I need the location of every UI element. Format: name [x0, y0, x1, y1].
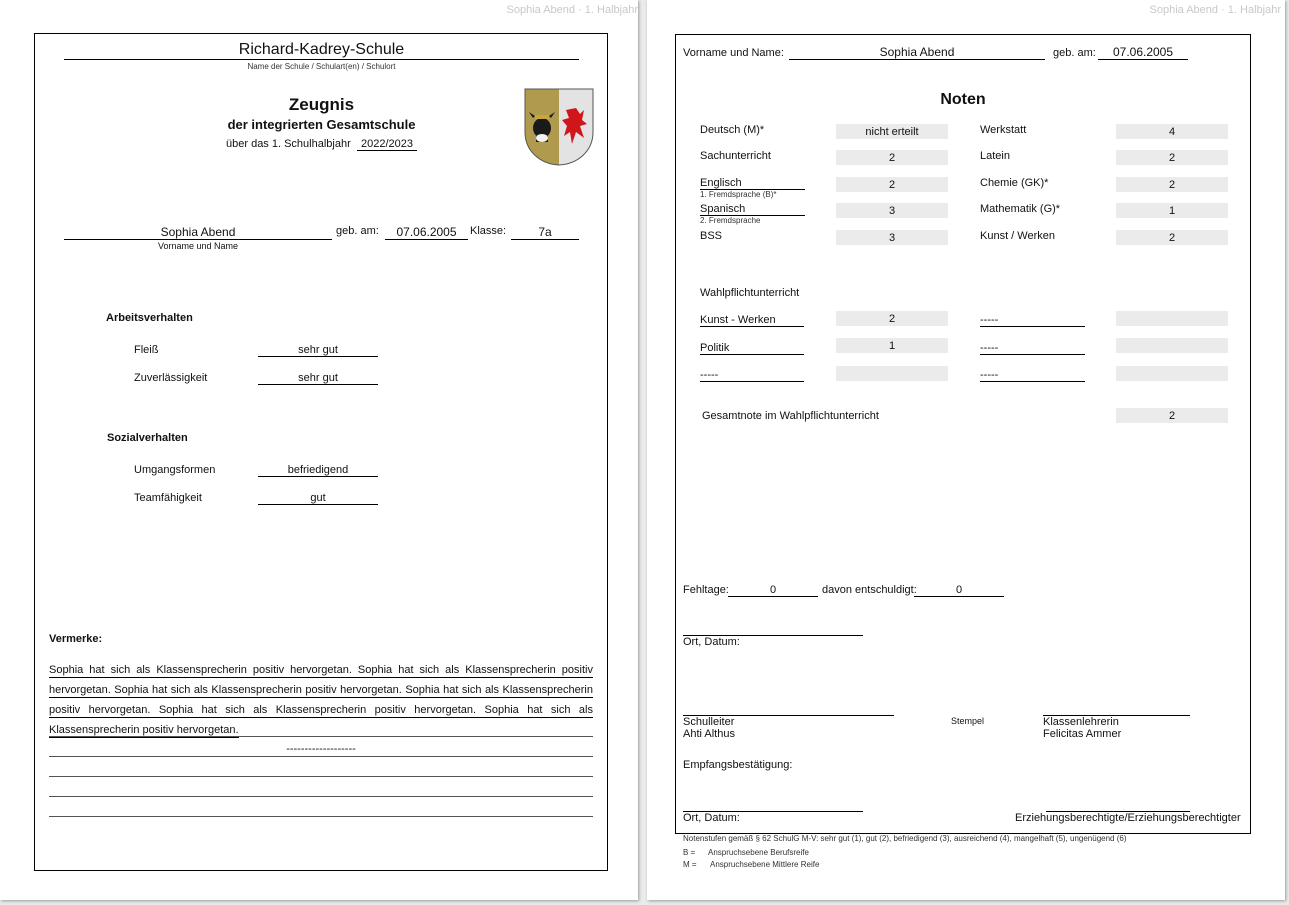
page-header: Sophia Abend · 1. Halbjahr — [506, 4, 638, 16]
social-heading: Sozialverhalten — [107, 432, 188, 444]
dob-value: 07.06.2005 — [385, 225, 468, 240]
student-name: Sophia Abend — [64, 225, 332, 240]
place-date-label: Ort, Datum: — [683, 636, 740, 648]
remarks-rule — [49, 736, 593, 737]
subject-label: Kunst / Werken — [980, 230, 1055, 242]
subject-label: Mathematik (G)* — [980, 203, 1061, 215]
dob-label: geb. am: — [1053, 47, 1096, 59]
teacher-label: Klassenlehrerin — [1043, 716, 1119, 728]
elective-grade-box — [1116, 311, 1228, 326]
remarks-line: hervorgetan. Sophia hat sich als Klassensprecherin positiv hervorgetan. Sophia hat sich als Klassensprecherin — [49, 684, 593, 696]
school-name: Richard-Kadrey-Schule — [64, 41, 579, 60]
subject-label: Chemie (GK)* — [980, 177, 1049, 189]
student-name: Sophia Abend — [789, 45, 1045, 60]
elective-subject: ----- — [980, 342, 1085, 355]
subject-label: Latein — [980, 150, 1010, 162]
stamp-label: Stempel — [951, 716, 985, 726]
subject-label: Englisch — [700, 177, 805, 190]
elective-subject: ----- — [700, 369, 804, 382]
grade-box: nicht erteilt — [836, 124, 948, 139]
remarks-line: Klassensprecherin positiv hervorgetan. — [49, 724, 239, 736]
excused-label: davon entschuldigt: — [822, 584, 917, 596]
receipt-label: Empfangsbestätigung: — [683, 759, 793, 771]
footnote-key: B = — [683, 848, 696, 857]
principal-name: Ahti Althus — [683, 728, 735, 740]
class-label: Klasse: — [470, 225, 507, 237]
footnote-grading-scale: Notenstufen gemäß § 62 SchulG M-V: sehr gut (1), gut (2), befriedigend (3), ausreichend (4), mangelhaft (5), ungenügend (6) — [683, 834, 1127, 843]
work-item-value: sehr gut — [258, 344, 378, 357]
elective-subject: Kunst - Werken — [700, 314, 804, 327]
elective-grade-box — [1116, 366, 1228, 381]
social-item-label: Umgangsformen — [134, 464, 216, 476]
remarks-rule — [49, 796, 593, 797]
excused-value: 0 — [914, 584, 1004, 597]
work-item-label: Fleiß — [134, 344, 159, 356]
grade-box: 2 — [1116, 150, 1228, 165]
report-page-1 — [0, 0, 638, 900]
remarks-rule — [49, 776, 593, 777]
work-heading: Arbeitsverhalten — [106, 312, 193, 324]
grade-box: 2 — [1116, 230, 1228, 245]
grade-box: 1 — [1116, 203, 1228, 218]
name-caption: Vorname und Name — [157, 241, 239, 251]
remarks-label: Vermerke: — [49, 633, 103, 645]
grade-box: 2 — [1116, 177, 1228, 192]
dob-label: geb. am: — [336, 225, 379, 237]
elective-total-label: Gesamtnote im Wahlpflichtunterricht — [702, 410, 879, 422]
work-item-value: sehr gut — [258, 372, 378, 385]
absence-value: 0 — [728, 584, 818, 597]
absence-label: Fehltage: — [683, 584, 729, 596]
footnote-m: Anspruchsebene Mittlere Reife — [710, 860, 820, 869]
class-value: 7a — [511, 225, 579, 240]
subject-label: Deutsch (M)* — [700, 124, 765, 136]
subject-note: 1. Fremdsprache (B)* — [700, 190, 777, 199]
grade-box: 2 — [836, 177, 948, 192]
school-caption: Name der Schule / Schulart(en) / Schulort — [247, 62, 396, 71]
subject-label: Spanisch — [700, 203, 805, 216]
remarks-line: positiv hervorgetan. Sophia hat sich als Klassensprecherin positiv hervorgetan. Sophia hat sich als — [49, 704, 593, 716]
social-item-value: befriedigend — [258, 464, 378, 477]
remarks-rule — [49, 756, 593, 757]
place-date-label: Ort, Datum: — [683, 812, 740, 824]
elective-subject: Politik — [700, 342, 804, 355]
elective-grade-box: 2 — [836, 311, 948, 326]
grade-box: 4 — [1116, 124, 1228, 139]
elective-subject: ----- — [980, 369, 1085, 382]
teacher-name: Felicitas Ammer — [1043, 728, 1122, 740]
page-header: Sophia Abend · 1. Halbjahr — [1149, 4, 1281, 16]
elective-subject: ----- — [980, 314, 1085, 327]
footnote-b: Anspruchsebene Berufsreife — [708, 848, 809, 857]
subject-label: Werkstatt — [980, 124, 1027, 136]
grade-box: 3 — [836, 230, 948, 245]
report-page-2 — [647, 0, 1285, 900]
remarks-rule — [49, 816, 593, 817]
social-item-value: gut — [258, 492, 378, 505]
name-label: Vorname und Name: — [683, 47, 784, 59]
elective-grade-box: 1 — [836, 338, 948, 353]
report-subtitle: der integrierten Gesamtschule — [227, 117, 416, 132]
elective-grade-box — [836, 366, 948, 381]
subject-label: BSS — [700, 230, 723, 242]
social-item-label: Teamfähigkeit — [134, 492, 202, 504]
grade-box: 2 — [836, 150, 948, 165]
subject-note: 2. Fremdsprache — [700, 216, 761, 225]
term-year: 2022/2023 — [357, 138, 417, 151]
work-item-label: Zuverlässigkeit — [134, 372, 208, 384]
report-title: Zeugnis — [288, 95, 355, 114]
dob-value: 07.06.2005 — [1098, 45, 1188, 60]
principal-label: Schulleiter — [683, 716, 735, 728]
subject-label: Sachunterricht — [700, 150, 771, 162]
remarks-end: ------------------- — [286, 743, 356, 755]
grades-heading: Noten — [940, 91, 986, 108]
elective-total-box: 2 — [1116, 408, 1228, 423]
guardian-label: Erziehungsberechtigte/Erziehungsberechtigter — [1015, 812, 1241, 824]
elective-heading: Wahlpflichtunterricht — [700, 287, 800, 299]
elective-grade-box — [1116, 338, 1228, 353]
term-label: über das 1. Schulhalbjahr — [226, 138, 351, 150]
grade-box: 3 — [836, 203, 948, 218]
footnote-key: M = — [683, 860, 697, 869]
coat-of-arms-icon — [524, 88, 594, 171]
remarks-line: Sophia hat sich als Klassensprecherin positiv hervorgetan. Sophia hat sich als Klassensprecherin positiv — [49, 664, 593, 676]
